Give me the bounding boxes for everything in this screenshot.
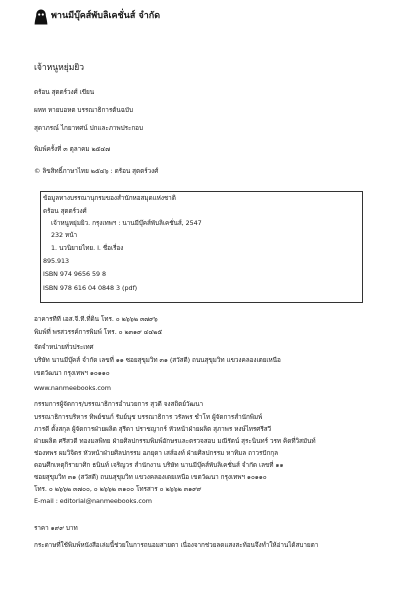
- cip-isbn-print: ISBN 974 9656 59 8: [43, 270, 106, 278]
- illustrator-credit: สุดาภรณ์ ไกยาทศน์ ปกและภาพประกอบ: [34, 124, 143, 132]
- contact-line: เขตวัฒนา กรุงเทพฯ ๑๐๑๑๐: [34, 369, 110, 377]
- author-credit: ดร้อน สุตตร์วงศ์ เขียน: [34, 88, 95, 96]
- edition-line: พิมพ์ครั้งที่ ๓ ตุลาคม ๒๕๔๗: [34, 145, 110, 153]
- cip-pages: 232 หน้า: [51, 231, 78, 239]
- staff-line: ภารดี ตั้งสกุล ผู้จัดการฝ่ายผลิต สุรีดา ปราชญากร์ หัวหน้าฝ่ายผลิต สุภาพร หงษ์ไทรศรีสวี: [34, 425, 272, 433]
- staff-line: ช่องทพร ผมวิจิตร หัวหน้าฝ่ายศิลปกรรม อภยุดา เสส์องท์ ฝ่ายศิลปกรรม หาทิมล ถาวรปักกุล: [34, 449, 278, 457]
- cip-subjects: 1. นวนิยายไทย. I. ชื่อเรื่อง: [51, 244, 124, 252]
- cip-author: ดร้อน สุตตร์วงศ์: [43, 207, 87, 215]
- email-link[interactable]: E-mail : editorial@nanmeebooks.com: [34, 497, 152, 505]
- editor-credit: ผหท หายบอหต บรรณาธิการต้นฉบับ: [34, 106, 133, 114]
- cip-classification: 895.913: [43, 257, 70, 265]
- website-link[interactable]: www.nanmeebooks.com: [34, 384, 111, 392]
- staff-line: กรรมการผู้จัดการ/บรรณาธิการอำนวยการ สุวดี จงสถิตย์วัฒนา: [34, 400, 204, 408]
- cip-isbn-pdf: ISBN 978 616 04 0848 3 (pdf): [43, 284, 138, 292]
- cip-heading: ข้อมูลทางบรรณานุกรมของสำนักหอสมุดแห่งชาติ: [43, 194, 176, 202]
- book-title: เจ้าหนูหยุ่มยิว: [34, 63, 85, 73]
- cip-entry: เจ้าหนูหยุ่มยิว. กรุงเทพฯ : นานมีบุ๊คส์พับลิเคชั่นส์, 2547: [51, 219, 202, 227]
- contact-line: บริษัท นานมีบุ๊คส์ จำกัด เลขที่ ๑๑ ซอยสุขุมวิท ๓๑ (สวัสดี) ถนนสุขุมวิท แขวงคลองเตยเหนือ: [34, 356, 281, 364]
- publisher-logo-icon: [34, 9, 48, 25]
- staff-line: บรรณาธิการบริหาร ทิพย์ชนก์ รัมย์นุช บรรณาธิการ วรัลพร ชำโท ผู้จัดการสำนักพิมพ์: [34, 413, 263, 421]
- paper-note: กระดาษที่ใช้พิมพ์หนังสือเล่มนี้ช่วยในการถนอมสายตา เนื่องจากช่วยลดแสงสะท้อนจึงทำให้อ่านได้สบายตา: [34, 541, 319, 549]
- copyright-line: © ลิขสิทธิ์ภาษาไทย ๒๕๔๖ : ดร้อน สุตตร์วงศ์: [34, 167, 159, 175]
- contact-line: อาคารทีที เอส.จี.ที.ที่ดิน โทร. ๐ ๒๖๖๒ ๓๗๙๖: [34, 315, 158, 323]
- staff-line: ฝ่ายผลิต ศรีสวดี ทองมลพิทย ฝ่ายศิลปกรรมพิมพ์อักษรและตรวจสอบ มณีรัตน์ สุระนินทร์ วรท คิดที่วิสมันท์: [34, 437, 316, 445]
- staff-line: โทร. ๐ ๒๖๖๒ ๓๗๐๐, ๐ ๒๖๖๒ ๓๑๐๐ โทรสาร ๐ ๒๖๖๒ ๓๑๙๙: [34, 485, 202, 493]
- staff-line: ซอยสุขุมวิท ๓๑ (สวัสดี) ถนนสุขุมวิท แขวงคลองเตยเหนือ เขตวัฒนา กรุงเทพฯ ๑๐๑๑๐: [34, 473, 267, 481]
- price: ราคา ๑๙๙ บาท: [34, 524, 78, 532]
- contact-line: พิมพ์ที่ พรสวรรค์การพิมพ์ โทร. ๐ ๒๓๑๙ ๔๔๒๕: [34, 328, 163, 336]
- publisher-name: พานมีบุ๊คส์พับลิเคชั่นส์ จำกัด: [51, 11, 161, 21]
- staff-line: ดอนศึกเหตุกิรายาศิก ธนินท์ เจริญวร สำนักงาน บริษัท นานมีบุ๊คส์พับลิเคชั่นส์ จำกัด เลขที่ ๑๑: [34, 461, 284, 469]
- contact-line: จัดจำหน่ายทั่วประเทศ: [34, 343, 94, 351]
